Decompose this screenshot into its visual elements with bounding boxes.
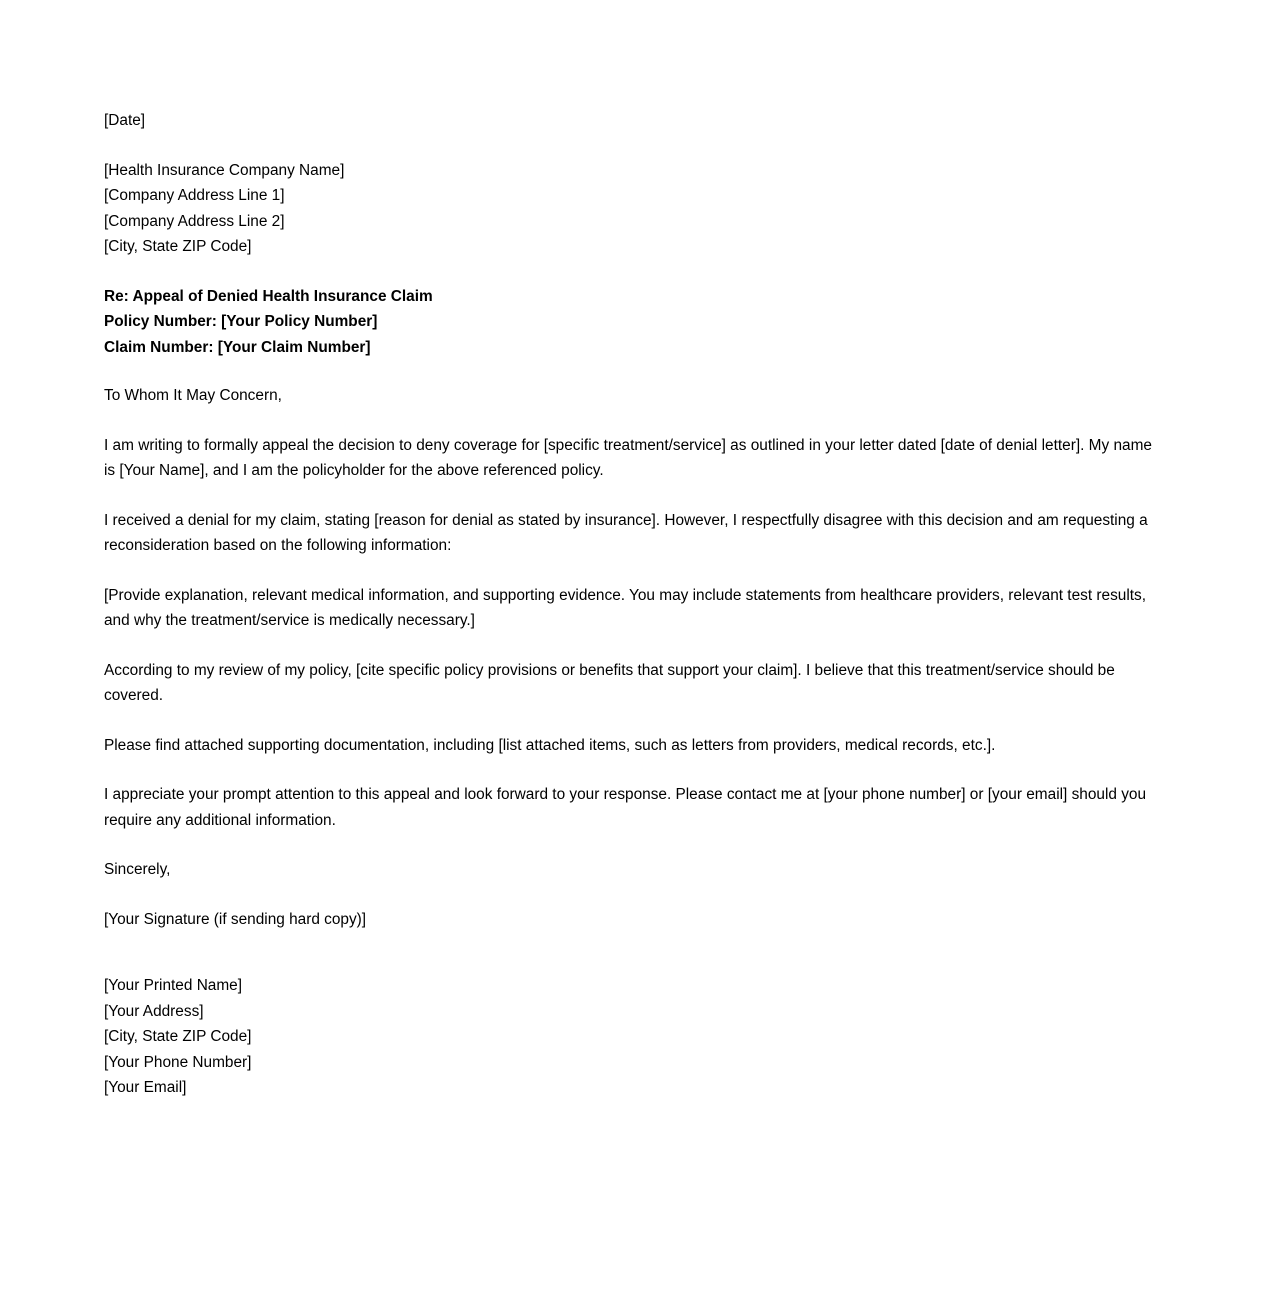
signature-placeholder-line: [Your Signature (if sending hard copy)]: [104, 910, 367, 928]
sender-name-line: [Your Printed Name]: [104, 977, 243, 994]
closing-line: Sincerely,: [104, 861, 171, 878]
body-paragraph: I appreciate your prompt attention to this appeal and look forward to your response. Please contact me at [your phone number] or [your email] should you require any additional information.: [104, 786, 1147, 829]
recipient-address-line: [Company Address Line 1]: [104, 187, 285, 204]
recipient-address-line: [City, State ZIP Code]: [104, 238, 252, 255]
body-paragraph: According to my review of my policy, [cite specific policy provisions or benefits that support your claim]. I believe that this treatment/service should be covered.: [104, 661, 1115, 704]
letter-body: [104, 108, 1162, 1101]
subject-line-policy-number: Policy Number: [Your Policy Number]: [104, 313, 378, 330]
date-line: [Date]: [104, 112, 146, 129]
salutation-block: [104, 383, 1162, 409]
sender-city-state-zip-line: [City, State ZIP Code]: [104, 1028, 252, 1045]
sender-phone-line: [Your Phone Number]: [104, 1053, 252, 1071]
sender-address-line: [Your Address]: [104, 1002, 204, 1020]
subject-block: [104, 284, 1162, 361]
body-paragraph: I am writing to formally appeal the decision to deny coverage for [specific treatment/service] as outlined in your letter dated [date of denial letter]. My name is [Your Name], and I am the policyholder for the above referenced policy.: [104, 436, 1152, 479]
body-paragraph: [Provide explanation, relevant medical information, and supporting evidence. You may include statements from healthcare providers, relevant test results, and why the treatment/service is medically necessary.]: [104, 586, 1147, 629]
body-paragraph: Please find attached supporting documentation, including [list attached items, such as letters from providers, medical records, etc.].: [104, 736, 996, 754]
sender-email-line: [Your Email]: [104, 1079, 187, 1096]
recipient-address-line: [Health Insurance Company Name]: [104, 161, 345, 179]
signature-placeholder-block: [104, 907, 1162, 933]
body-paragraph: I received a denial for my claim, stating [reason for denial as stated by insurance]. However, I respectfully disagree with this decision and am requesting a reconsideration based on the following information:: [104, 511, 1148, 554]
recipient-address-block: [104, 158, 1162, 260]
salutation-line: To Whom It May Concern,: [104, 387, 282, 404]
sender-contact-block: [104, 973, 1162, 1101]
subject-line-re: Re: Appeal of Denied Health Insurance Claim: [104, 287, 433, 305]
subject-line-claim-number: Claim Number: [Your Claim Number]: [104, 338, 371, 356]
closing-block: [104, 857, 1162, 883]
date-block: [104, 108, 1162, 134]
recipient-address-line: [Company Address Line 2]: [104, 212, 285, 230]
